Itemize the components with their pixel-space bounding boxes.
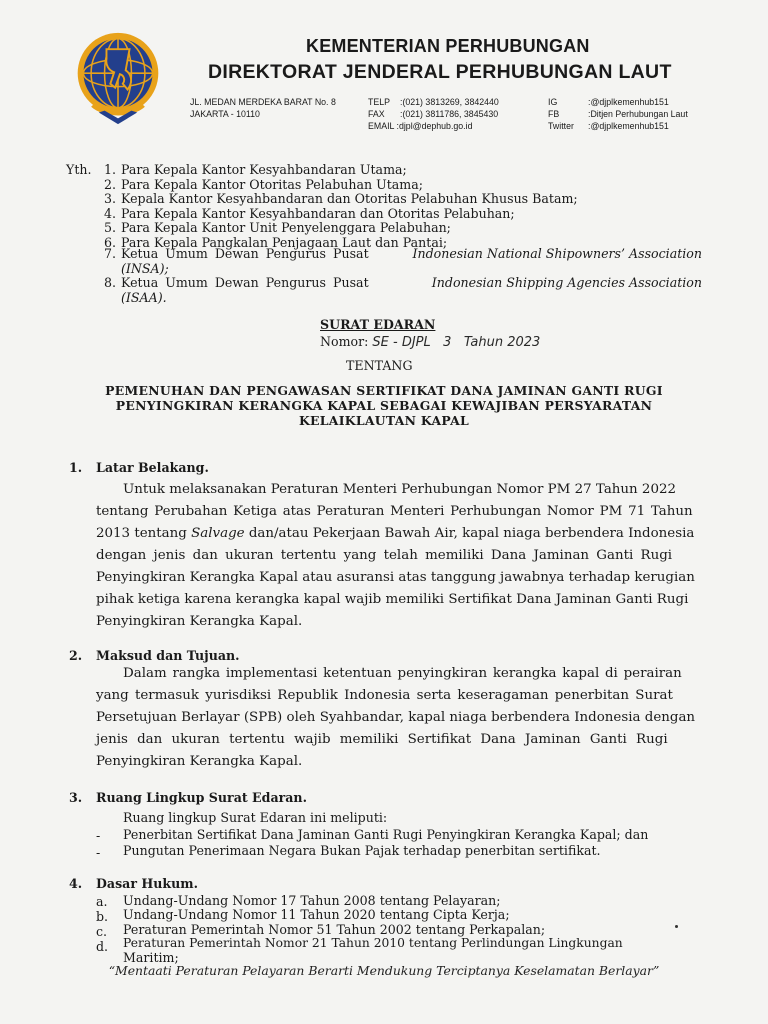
- list-item: Undang-Undang Nomor 17 Tahun 2008 tentang Pelayaran;: [123, 893, 501, 908]
- recipient-prefix: Yth.: [66, 162, 92, 177]
- list-item: Pungutan Penerimaan Negara Bukan Pajak terhadap penerbitan sertifikat.: [123, 843, 601, 858]
- telp-label: TELP: [368, 97, 391, 107]
- section-title: Dasar Hukum.: [96, 876, 198, 891]
- paragraph-line: yang termasuk yurisdiksi Republik Indonesia serta keseragaman penerbitan Surat: [96, 688, 673, 703]
- address-line: JL. MEDAN MERDEKA BARAT No. 8: [190, 97, 336, 107]
- fax-label: FAX: [368, 109, 385, 119]
- social-block: [548, 96, 688, 132]
- number-label: Nomor:: [320, 334, 369, 349]
- paragraph-line: Ruang lingkup Surat Edaran ini meliputi:: [123, 810, 388, 825]
- section-number: 1.: [69, 460, 83, 475]
- section-number: 4.: [69, 876, 83, 891]
- fb-value: :Ditjen Perhubungan Laut: [588, 109, 688, 119]
- bullet: d.: [96, 939, 109, 954]
- twitter-label: Twitter: [548, 121, 574, 131]
- ig-value: :@djplkemenhub151: [588, 97, 669, 107]
- section-title: Ruang Lingkup Surat Edaran.: [96, 790, 307, 805]
- section-number: 3.: [69, 790, 83, 805]
- list-item: Penerbitan Sertifikat Dana Jaminan Ganti Rugi Penyingkiran Kerangka Kapal; dan: [123, 827, 649, 842]
- subject-line: PENYINGKIRAN KERANGKA KAPAL SEBAGAI KEWAJIBAN PERSYARATAN: [115, 398, 653, 413]
- list-item: Peraturan Pemerintah Nomor 51 Tahun 2002 tentang Perkapalan;: [123, 922, 546, 937]
- bullet: c.: [96, 924, 108, 939]
- bullet: -: [96, 828, 101, 843]
- fax-value: :(021) 3811786, 3845430: [400, 109, 499, 119]
- letter-number: [320, 334, 540, 350]
- paragraph-line: dengan jenis dan ukuran tertentu yang telah memiliki Dana Jaminan Ganti Rugi: [96, 548, 673, 563]
- about-label: TENTANG: [346, 358, 413, 373]
- bullet: -: [96, 845, 101, 860]
- address-block: [190, 96, 336, 120]
- directorate-name: DIREKTORAT JENDERAL PERHUBUNGAN LAUT: [208, 61, 672, 83]
- section-number: 2.: [69, 648, 83, 663]
- footer-motto: “Mentaati Peraturan Pelayaran Berarti Mendukung Terciptanya Keselamatan Berlayar”: [108, 963, 660, 978]
- bullet: a.: [96, 894, 108, 909]
- paragraph-line: Persetujuan Berlayar (SPB) oleh Syahbandar, kapal niaga berbendera Indonesia dengan: [96, 710, 696, 725]
- document-page: KEMENTERIAN PERHUBUNGAN DIREKTORAT JENDERAL PERHUBUNGAN LAUT JL. MEDAN MERDEKA BARAT No. 8 JAKARTA - 10110 TELP :(021) 3813269, 3842440 FAX :(021) 3811786, 3845430 EMAIL :djpl@dephub.go.id IG :@djplkemenhub151 FB :Ditjen Perhubungan Laut Twitter :@djplkemenhub151 Yth. 1. Para Kepala Kantor Kesyahbandaran Utama; 2. Para Kepala Kantor Otoritas Pelabuhan Utama; 3. Kepala Kantor Kesyahbandaran dan Otoritas Pelabuhan Khusus Batam; 4. Para Kepala Kantor Kesyahbandaran dan Otoritas Pelabuhan; 5. Para Kepala Kantor Unit Penyelenggara Pelabuhan; 6. Para Kepala Pangkalan Penjagaan Laut dan Pantai; 7. Ketua Umum Dewan Pengurus Pusat Indonesian National Shipowners’ Association (INSA); 8. Ketua Umum Dewan Pengurus Pusat Indonesian Shipping Agencies Association (ISAA). SURAT EDARAN Nomor: SE - DJPL 3 Tahun 2023 TENTANG PEMENUHAN DAN PENGAWASAN SERTIFIKAT DANA JAMINAN GANTI RUGI PENYINGKIRAN KERANGKA KAPAL SEBAGAI KEWAJIBAN PERSYARATAN KELAIKLAUTAN KAPAL 1. Latar Belakang. Untuk melaksanakan Peraturan Menteri Perhubungan Nomor PM 27 Tahun 2022 tentang Perubahan Ketiga atas Peraturan Menteri Perhubungan Nomor PM 71 Tahun 2013 tentang Salvage dan/atau Pekerjaan Bawah Air, kapal niaga berbendera Indonesia dengan jenis dan ukuran tertentu yang telah memiliki Dana Jaminan Ganti Rugi Penyingkiran Kerangka Kapal atau asuransi atas tanggung jawabnya terhadap kerugian pihak ketiga karena kerangka kapal wajib memiliki Sertifikat Dana Jaminan Ganti Rugi Penyingkiran Kerangka Kapal. 2. Maksud dan Tujuan. Dalam rangka implementasi ketentuan penyingkiran kerangka kapal di perairan yang termasuk yurisdiksi Republik Indonesia serta keseragaman penerbitan Surat Persetujuan Berlayar (SPB) oleh Syahbandar, kapal niaga berbendera Indonesia dengan jenis dan ukuran tertentu wajib memiliki Sertifikat Dana Jaminan Ganti Rugi Penyingkiran Kerangka Kapal. 3. Ruang Lingkup Surat Edaran. Ruang lingkup Surat Edaran ini meliputi: - Penerbitan Sertifikat Dana Jaminan Ganti Rugi Penyingkiran Kerangka Kapal; dan - Pungutan Penerimaan Negara Bukan Pajak terhadap penerbitan sertifikat. 4. Dasar Hukum. a. Undang-Undang Nomor 17 Tahun 2008 tentang Pelayaran; b. Undang-Undang Nomor 11 Tahun 2020 tentang Cipta Kerja; c. Peraturan Pemerintah Nomor 51 Tahun 2002 tentang Perkapalan; d. Peraturan Pemerintah Nomor 21 Tahun 2010 tentang Perlindungan Lingkungan Maritim; “Mentaati Peraturan Pelayaran Berarti Mendukung Terciptanya Keselamatan Berlayar”: [0, 0, 768, 1024]
- paragraph-line: Penyingkiran Kerangka Kapal.: [96, 754, 303, 769]
- list-item: Undang-Undang Nomor 11 Tahun 2020 tentang Cipta Kerja;: [123, 907, 510, 922]
- list-item-continuation: Maritim;: [123, 950, 179, 965]
- section-title: Latar Belakang.: [96, 460, 209, 475]
- contact-block: [368, 96, 499, 132]
- email-text: EMAIL :djpl@dephub.go.id: [368, 121, 473, 131]
- ministry-emblem-icon: [70, 30, 166, 126]
- telp-value: :(021) 3813269, 3842440: [400, 97, 499, 107]
- speck: [675, 925, 678, 928]
- paragraph-line: Penyingkiran Kerangka Kapal.: [96, 614, 303, 629]
- ig-label: IG: [548, 97, 558, 107]
- paragraph-line: pihak ketiga karena kerangka kapal wajib memiliki Sertifikat Dana Jaminan Ganti Rugi: [96, 592, 689, 607]
- fb-label: FB: [548, 109, 560, 119]
- handwritten-number: SE - DJPL 3 Tahun 2023: [372, 335, 541, 350]
- paragraph-line: 2013 tentang Salvage dan/atau Pekerjaan Bawah Air, kapal niaga berbendera Indonesia: [96, 526, 695, 541]
- paragraph-line: tentang Perubahan Ketiga atas Peraturan Menteri Perhubungan Nomor PM 71 Tahun: [96, 504, 693, 519]
- section-title: Maksud dan Tujuan.: [96, 648, 240, 663]
- letter-type: SURAT EDARAN: [320, 317, 436, 332]
- bullet: b.: [96, 909, 109, 924]
- list-item: Peraturan Pemerintah Nomor 21 Tahun 2010 tentang Perlindungan Lingkungan: [123, 936, 623, 950]
- twitter-value: :@djplkemenhub151: [588, 121, 669, 131]
- paragraph-line: jenis dan ukuran tertentu wajib memiliki Sertifikat Dana Jaminan Ganti Rugi: [96, 732, 668, 747]
- paragraph-line: Penyingkiran Kerangka Kapal atau asuransi atas tanggung jawabnya terhadap kerugian: [96, 570, 695, 585]
- paragraph-line: Dalam rangka implementasi ketentuan penyingkiran kerangka kapal di perairan: [123, 666, 682, 681]
- ministry-name: KEMENTERIAN PERHUBUNGAN: [306, 36, 590, 56]
- paragraph-line: Untuk melaksanakan Peraturan Menteri Perhubungan Nomor PM 27 Tahun 2022: [123, 482, 677, 497]
- subject-line: KELAIKLAUTAN KAPAL: [298, 413, 470, 428]
- subject-line: PEMENUHAN DAN PENGAWASAN SERTIFIKAT DANA JAMINAN GANTI RUGI: [105, 383, 663, 398]
- address-line: JAKARTA - 10110: [190, 109, 260, 119]
